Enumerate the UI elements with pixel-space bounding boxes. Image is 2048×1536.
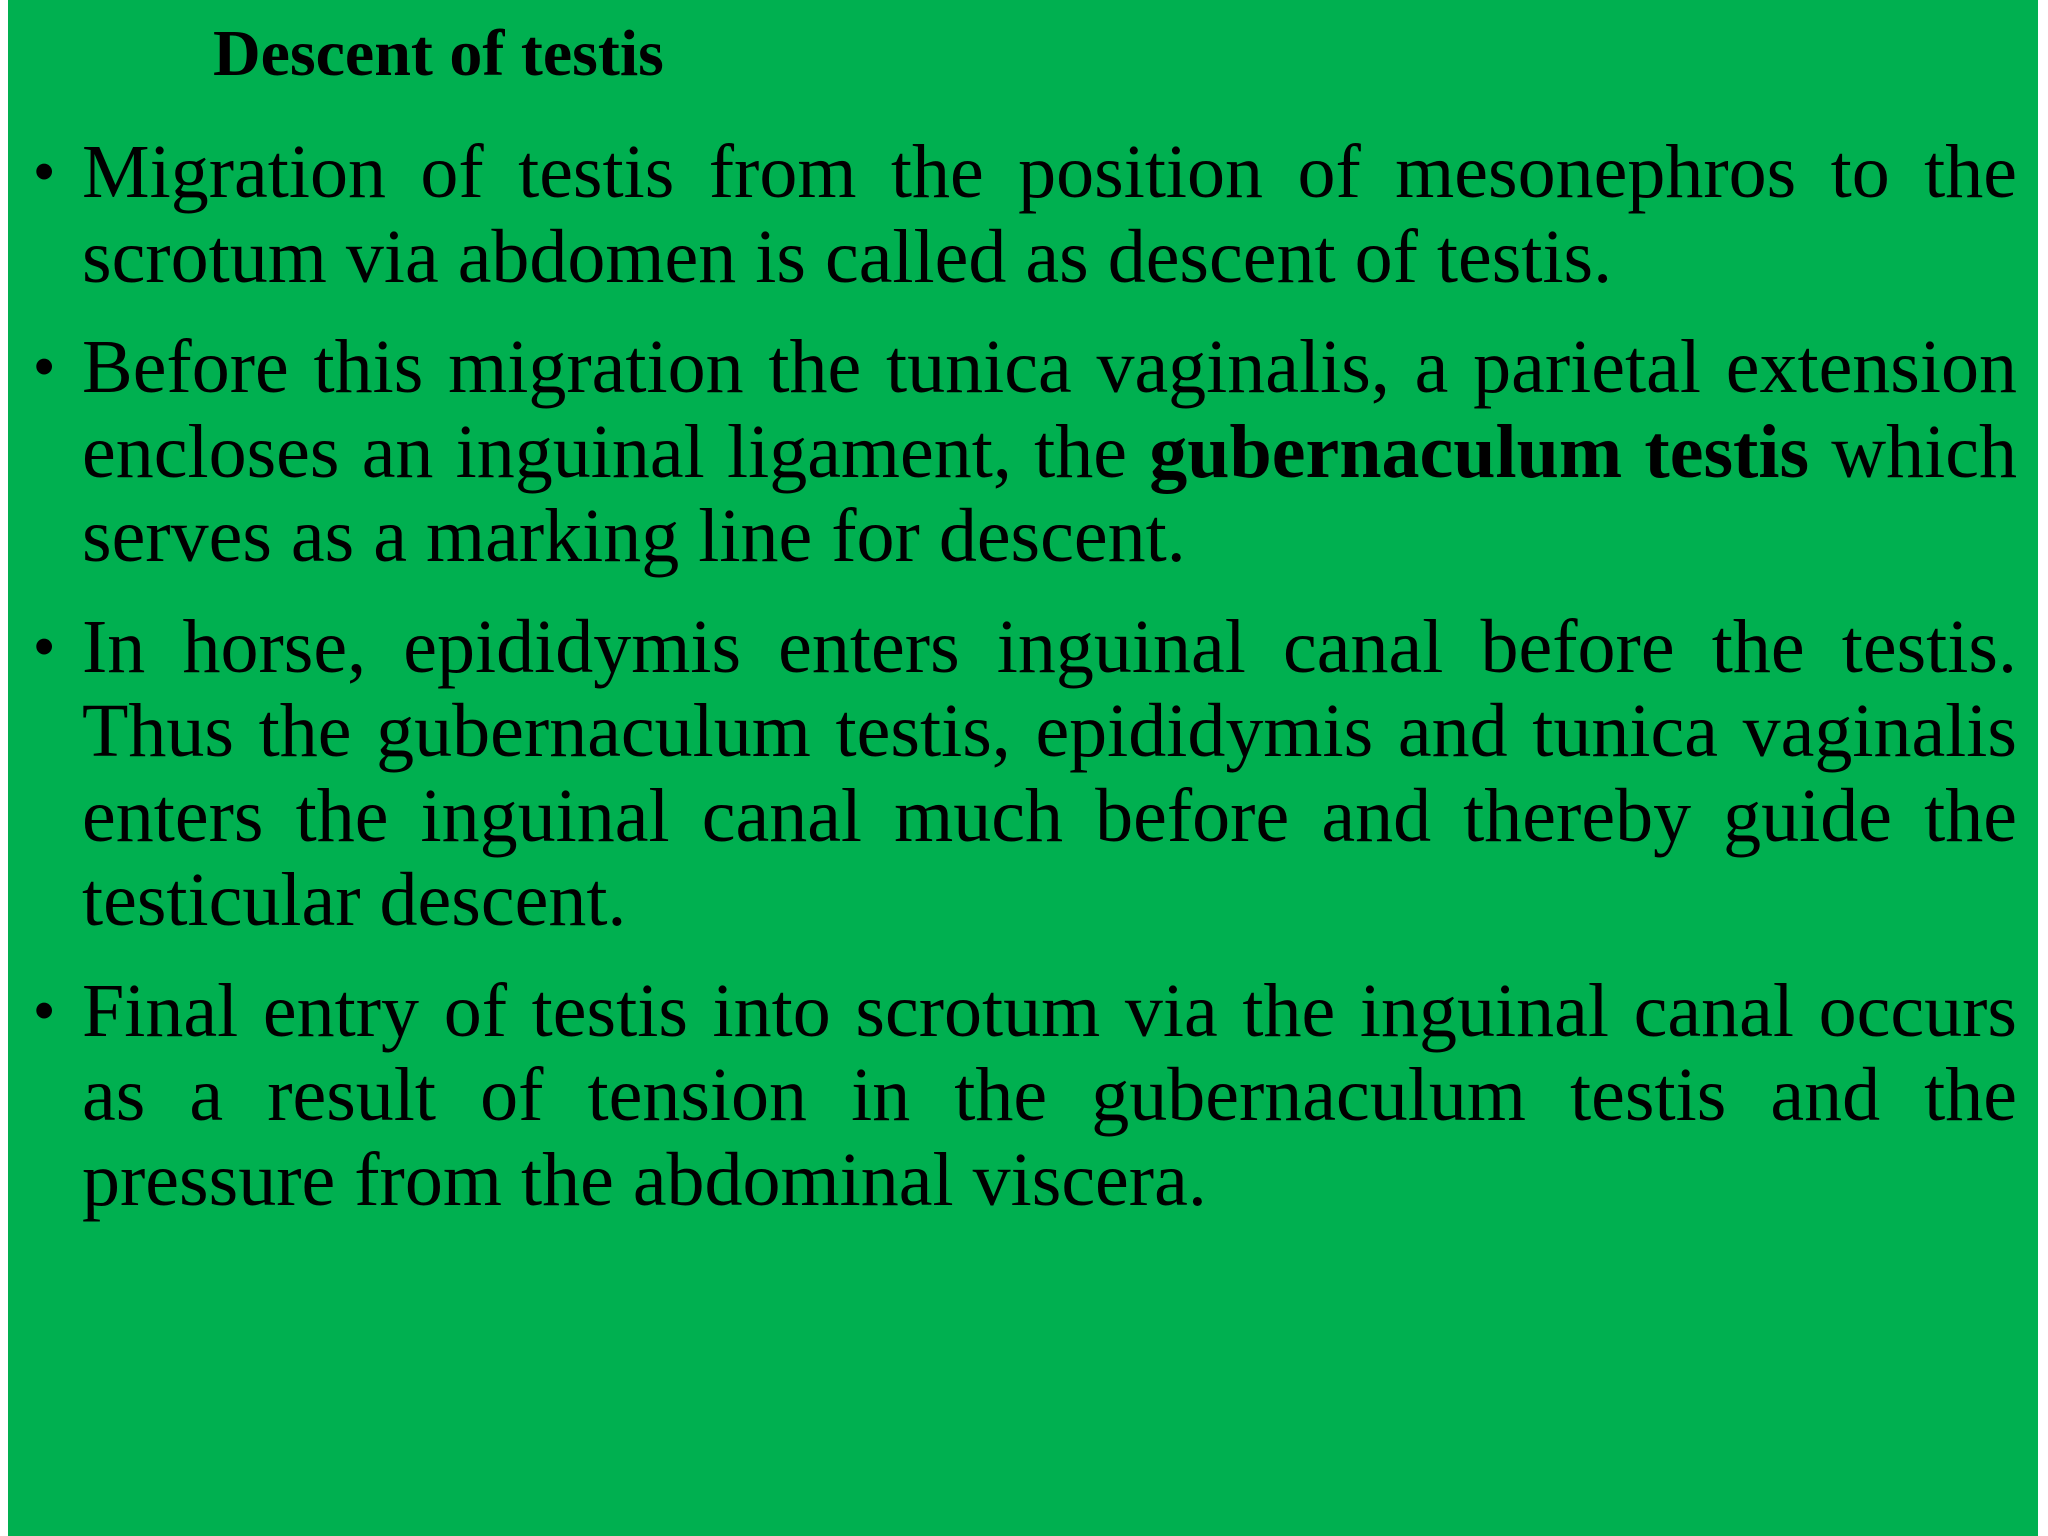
bullet-item-3 — [34, 604, 2017, 943]
bullet-text-before: Before this migration the tunica vaginalis, a parietal extension encloses an inguinal ligament, the — [82, 325, 2017, 494]
bullet-emphasis: gubernaculum testis — [1149, 409, 1810, 494]
bullet-item-1 — [34, 130, 2017, 299]
slide-title: Descent of testis — [213, 17, 664, 90]
bullet-list — [34, 130, 2017, 1248]
bullet-marker: • — [34, 977, 55, 1043]
bullet-text: Migration of testis from the position of mesonephros to the scrotum via abdomen is called as descent of testis. — [82, 130, 2017, 299]
slide — [8, 0, 2038, 1536]
bullet-marker: • — [34, 334, 55, 399]
bullet-marker: • — [34, 613, 55, 679]
bullet-text: Final entry of testis into scrotum via the inguinal canal occurs as a result of tension in the gubernaculum testis and the pressure from the abdominal viscera. — [82, 968, 2017, 1222]
bullet-text-after: which serves as a marking line for descent. — [82, 409, 2017, 578]
bullet-item-2 — [34, 325, 2017, 579]
bullet-item-4 — [34, 968, 2017, 1223]
bullet-text: In horse, epididymis enters inguinal canal before the testis. Thus the gubernaculum testis, epididymis and tunica vaginalis enters the inguinal canal much before and thereby guide the testicular descent. — [82, 604, 2017, 942]
bullet-marker: • — [34, 139, 55, 204]
